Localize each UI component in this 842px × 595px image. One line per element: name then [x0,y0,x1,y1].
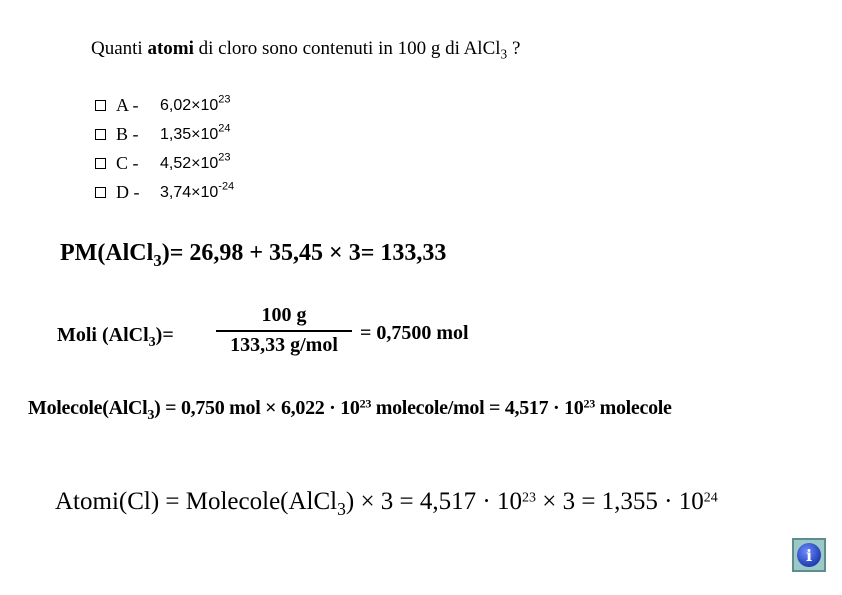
checkbox-a[interactable] [95,100,106,111]
option-b[interactable]: B - $1,35\times 10^{24}$ [95,124,231,145]
info-button[interactable] [792,538,826,572]
option-a[interactable]: A - $6,02\times 10^{23}$ [95,95,231,116]
molar-mass-equation: PM(AlCl$_3$)= 26,98 + 35,45 × 3= 133,33 [60,240,447,270]
checkbox-d[interactable] [95,187,106,198]
moles-fraction [216,304,352,357]
checkbox-b[interactable] [95,129,106,140]
molecules-equation: Molecole(AlCl$_3$) = 0,750 mol × $6,022 \cdot 10^{23}$ molecole/mol = $4,517 \cdot 10^{23}$ molecole [28,396,672,423]
info-icon: i [797,543,821,567]
question-text: Quanti atomi di cloro sono contenuti in 100 g di AlCl$_3$ ? [91,38,521,62]
moles-result: = 0,7500 mol [360,322,469,344]
option-c[interactable]: C - $4,52\times 10^{23}$ [95,153,231,174]
fraction-numerator: 100 g [261,304,307,326]
atoms-equation: Atomi(Cl) = Molecole(AlCl$_3$) × $3 = 4,517 \cdot 10^{23} \times 3 = 1,355 \cdot 10^{24}$ [55,488,718,520]
moles-label: Moli (AlCl$_3$)= [57,324,174,350]
checkbox-c[interactable] [95,158,106,169]
option-d[interactable]: D - $3,74\times 10^{-24}$ [95,182,234,203]
fraction-denominator: 133,33 g/mol [230,333,338,356]
